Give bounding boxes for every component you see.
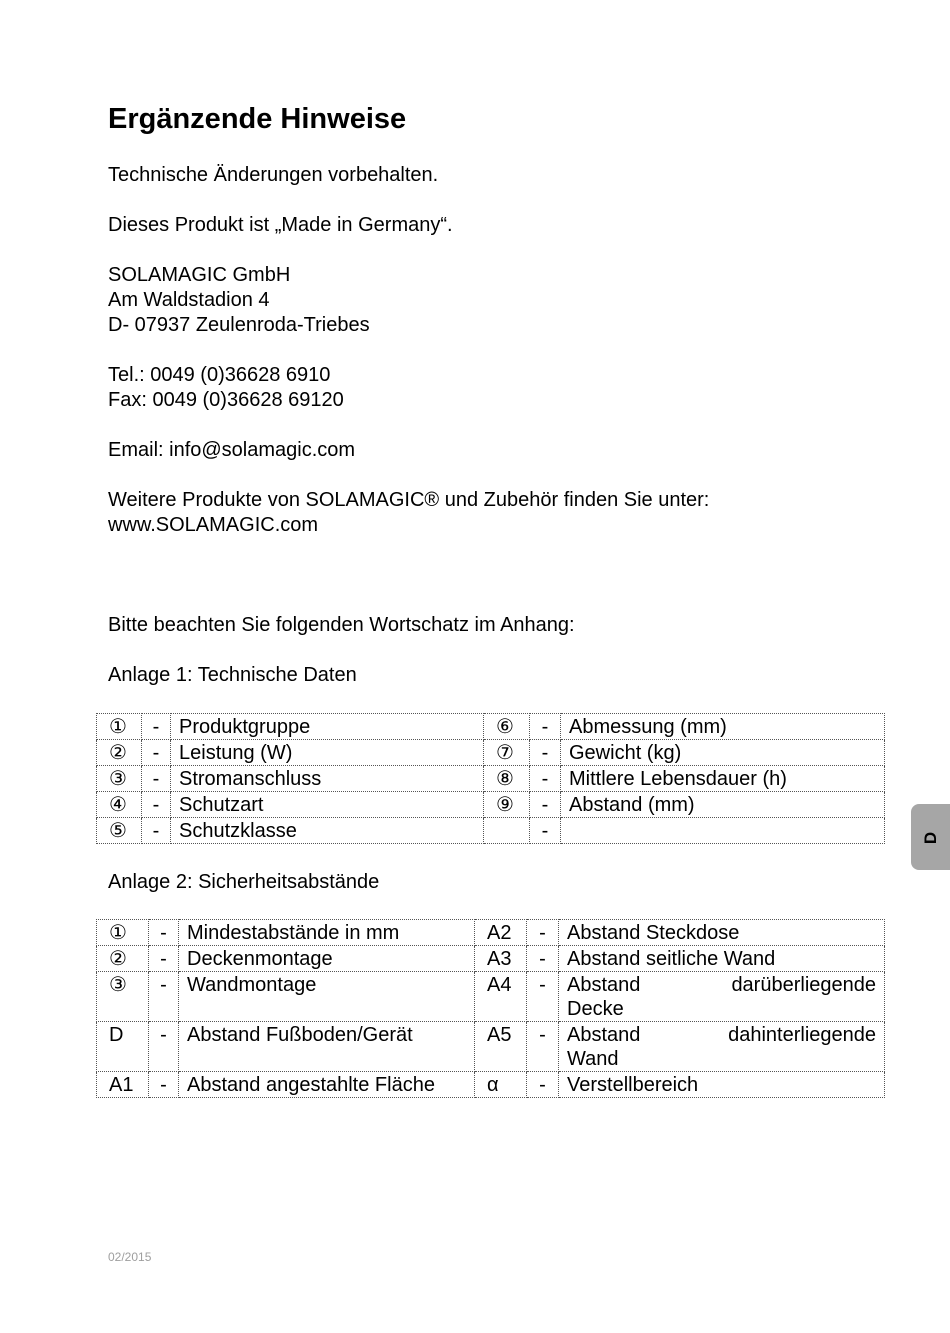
language-tab — [911, 804, 950, 870]
annex2-title: Anlage 2: Sicherheitsabstände — [108, 871, 380, 893]
dash: - — [149, 1072, 179, 1098]
item-label: Abstand (mm) — [561, 792, 885, 818]
item-key: ⑧ — [484, 766, 530, 792]
item-label-line — [567, 1023, 876, 1047]
dash: - — [527, 1022, 559, 1072]
item-label: Abmessung (mm) — [561, 714, 885, 740]
item-label: Wandmontage — [179, 972, 475, 1022]
dash: - — [149, 972, 179, 1022]
item-key: ② — [97, 740, 142, 766]
item-key: ③ — [97, 766, 142, 792]
item-key: ③ — [97, 972, 149, 1022]
item-key: A1 — [97, 1072, 149, 1098]
dash: - — [149, 1022, 179, 1072]
item-key: ② — [97, 946, 149, 972]
dash: - — [142, 740, 171, 766]
label-word: Abstand — [567, 974, 641, 996]
item-label-line: Abstand Steckdose — [567, 922, 740, 944]
table-row — [97, 920, 885, 946]
item-key: A2 — [475, 920, 527, 946]
label-word: darüberliegende — [731, 974, 876, 996]
item-key: α — [475, 1072, 527, 1098]
item-label — [559, 1072, 885, 1098]
table-row — [97, 946, 885, 972]
item-key: ⑨ — [484, 792, 530, 818]
vocab-intro: Bitte beachten Sie folgenden Wortschatz im Anhang: — [108, 614, 575, 636]
label-word: dahinterliegende — [728, 1024, 876, 1046]
item-label: Abstand angestahlte Fläche — [179, 1072, 475, 1098]
footer-date: 02/2015 — [108, 1250, 152, 1264]
item-label: Leistung (W) — [171, 740, 484, 766]
table-row — [97, 1022, 885, 1072]
table-row — [97, 766, 885, 792]
item-label: Abstand Fußboden/Gerät — [179, 1022, 475, 1072]
dash: - — [149, 920, 179, 946]
item-key: ⑤ — [97, 818, 142, 844]
item-label: Gewicht (kg) — [561, 740, 885, 766]
dash: - — [527, 972, 559, 1022]
item-key — [484, 818, 530, 844]
dash: - — [530, 766, 561, 792]
item-label: Produktgruppe — [171, 714, 484, 740]
dash: - — [527, 920, 559, 946]
more-products-text: Weitere Produkte von SOLAMAGIC® und Zubehör finden Sie unter: — [108, 489, 710, 511]
table-row — [97, 818, 885, 844]
dash: - — [530, 792, 561, 818]
item-key: ⑥ — [484, 714, 530, 740]
item-key: ① — [97, 920, 149, 946]
table-row — [97, 792, 885, 818]
item-label — [559, 946, 885, 972]
dash: - — [527, 1072, 559, 1098]
website-text: www.SOLAMAGIC.com — [108, 514, 319, 536]
item-label: Stromanschluss — [171, 766, 484, 792]
annex1-title: Anlage 1: Technische Daten — [108, 664, 357, 686]
page-title: Ergänzende Hinweise — [108, 103, 407, 135]
dash: - — [142, 792, 171, 818]
dash: - — [149, 946, 179, 972]
dash: - — [530, 714, 561, 740]
company-email: Email: info@solamagic.com — [108, 439, 356, 461]
language-tab-label: D — [921, 831, 940, 845]
item-key: ① — [97, 714, 142, 740]
made-in-text: Dieses Produkt ist „Made in Germany“. — [108, 214, 453, 236]
item-label — [561, 818, 885, 844]
dash: - — [530, 818, 561, 844]
dash: - — [530, 740, 561, 766]
item-label-line: Decke — [567, 998, 624, 1020]
notice-text: Technische Änderungen vorbehalten. — [108, 164, 439, 186]
dash: - — [142, 818, 171, 844]
item-label: Schutzart — [171, 792, 484, 818]
item-key: ④ — [97, 792, 142, 818]
table-row — [97, 1072, 885, 1098]
item-label: Schutzklasse — [171, 818, 484, 844]
item-label-line: Abstand seitliche Wand — [567, 948, 776, 970]
company-tel: Tel.: 0049 (0)36628 6910 — [108, 364, 331, 386]
item-label — [559, 920, 885, 946]
item-label: Mindestabstände in mm — [179, 920, 475, 946]
item-key: ⑦ — [484, 740, 530, 766]
item-key: A4 — [475, 972, 527, 1022]
company-fax: Fax: 0049 (0)36628 69120 — [108, 389, 344, 411]
item-label — [559, 1022, 885, 1072]
table-row — [97, 740, 885, 766]
dash: - — [527, 946, 559, 972]
item-key: D — [97, 1022, 149, 1072]
table-row — [97, 714, 885, 740]
company-city: D- 07937 Zeulenroda-Triebes — [108, 314, 370, 336]
table-row — [97, 972, 885, 1022]
label-word: Abstand — [567, 1024, 641, 1046]
item-key: A5 — [475, 1022, 527, 1072]
annex2-table — [96, 919, 885, 1098]
item-label — [559, 972, 885, 1022]
item-label-line: Verstellbereich — [567, 1074, 699, 1096]
company-street: Am Waldstadion 4 — [108, 289, 270, 311]
item-label: Mittlere Lebensdauer (h) — [561, 766, 885, 792]
item-label: Deckenmontage — [179, 946, 475, 972]
annex1-table — [96, 713, 885, 844]
item-key: A3 — [475, 946, 527, 972]
item-label-line: Wand — [567, 1048, 619, 1070]
item-label-line — [567, 973, 876, 997]
dash: - — [142, 714, 171, 740]
company-name: SOLAMAGIC GmbH — [108, 264, 291, 286]
dash: - — [142, 766, 171, 792]
